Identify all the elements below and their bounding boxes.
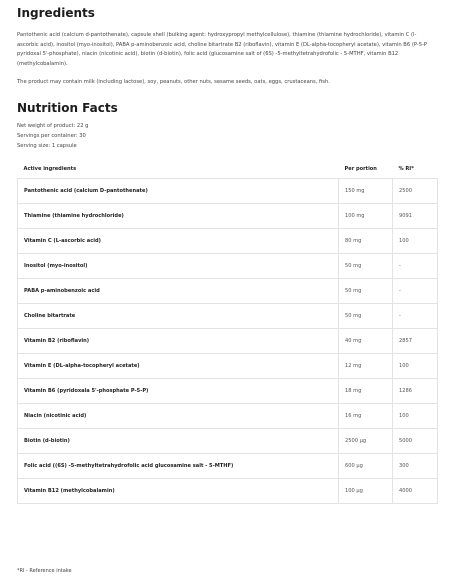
table-row: [18, 329, 438, 354]
ingredient-name: Niacin (nicotinic acid): [18, 404, 339, 429]
ingredient-name: Choline bitartrate: [18, 304, 339, 329]
ri-value: -: [393, 279, 438, 304]
table-row: [18, 379, 438, 404]
ingredient-name: Inositol (myo-inositol): [18, 254, 339, 279]
ingredient-name: Vitamin B12 (methylcobalamin): [18, 479, 339, 504]
table-row: [18, 204, 438, 229]
ri-value: 1286: [393, 379, 438, 404]
ingredient-name: Vitamin B2 (riboflavin): [18, 329, 339, 354]
ingredient-name: Vitamin B6 (pyridoxala 5'-phosphate P-5-P): [18, 379, 339, 404]
ri-value: -: [393, 304, 438, 329]
header-ri: % RI*: [398, 165, 414, 172]
ri-value: 300: [393, 454, 438, 479]
ri-value: 100: [393, 354, 438, 379]
product-facts: [17, 122, 440, 151]
net-weight: Net weight of product: 22 g: [17, 123, 89, 130]
table-row: [18, 304, 438, 329]
portion-value: 100 mg: [339, 204, 393, 229]
portion-value: 2500 µg: [339, 429, 393, 454]
portion-value: 600 µg: [339, 454, 393, 479]
ingredients-heading: Ingredients: [17, 6, 95, 20]
ingredient-name: Vitamin E (DL-alpha-tocopheryl acetate): [18, 354, 339, 379]
nutrition-section: [17, 101, 440, 504]
allergen-notice: The product may contain milk (including lactose), soy, peanuts, other nuts, sesame seeds, oats, eggs, crustaceans, fish.: [17, 79, 330, 86]
portion-value: 150 mg: [339, 179, 393, 204]
ri-value: 5000: [393, 429, 438, 454]
ingredient-name: Folic acid ((6S) -5-methyltetrahydrofolic acid glucosamine salt - 5-MTHF): [18, 454, 339, 479]
ri-value: 100: [393, 404, 438, 429]
table-row: [18, 179, 438, 204]
portion-value: 12 mg: [339, 354, 393, 379]
portion-value: 80 mg: [339, 229, 393, 254]
ingredient-name: Biotin (d-biotin): [18, 429, 339, 454]
portion-value: 50 mg: [339, 304, 393, 329]
ri-value: 2500: [393, 179, 438, 204]
portion-value: 18 mg: [339, 379, 393, 404]
table-row: [18, 229, 438, 254]
ri-value: 100: [393, 229, 438, 254]
portion-value: 40 mg: [339, 329, 393, 354]
table-row: [18, 454, 438, 479]
servings-per-container: Servings per container: 30: [17, 132, 86, 139]
table-row: [18, 404, 438, 429]
nutrition-table: [17, 159, 438, 504]
ingredient-name: PABA p-aminobenzoic acid: [18, 279, 339, 304]
portion-value: 50 mg: [339, 279, 393, 304]
ri-value: 2857: [393, 329, 438, 354]
table-row: [18, 479, 438, 504]
ri-value: 9091: [393, 204, 438, 229]
header-per-portion: Per portion: [344, 165, 377, 172]
ingredient-name: Pantothenic acid (calcium D-pantothenate): [18, 179, 339, 204]
table-row: [18, 254, 438, 279]
nutrition-facts-heading: Nutrition Facts: [17, 101, 118, 116]
portion-value: 16 mg: [339, 404, 393, 429]
serving-size: Serving size: 1 capsule: [17, 142, 77, 149]
table-header-row: [18, 159, 438, 179]
portion-value: 50 mg: [339, 254, 393, 279]
table-row: [18, 429, 438, 454]
ingredient-name: Vitamin C (L-ascorbic acid): [18, 229, 339, 254]
table-row: [18, 354, 438, 379]
ri-footnote: *RI - Reference intake: [17, 568, 72, 574]
table-row: [18, 279, 438, 304]
ingredients-list: Pantothenic acid (calcium d-pantothenate), capsule shell (bulking agent: hydroxypropyl methylcellulose), thiamine (thiamine hydrochloride), vitamin C (l-ascorbic acid), inositol (myo-inositol), PABA p-aminobenzoic acid, choline bitartrate B2 (riboflavin), vitamin E (DL-alpha-tocopheryl acetate), vitamin B6 (P-5-P pyridoxal 5'-phosphate), niacin (nicotinic acid), biotin (d-biotin), folic acid (glucosamine salt of (6S) -5-methyltetrahydrofolic - 5-MTHF, vitamin B12 (methylcobalamin).: [17, 32, 428, 67]
header-active-ingredients: Active ingredients: [23, 165, 77, 172]
ri-value: 4000: [393, 479, 438, 504]
portion-value: 100 µg: [339, 479, 393, 504]
ri-value: -: [393, 254, 438, 279]
ingredient-name: Thiamine (thiamine hydrochloride): [18, 204, 339, 229]
